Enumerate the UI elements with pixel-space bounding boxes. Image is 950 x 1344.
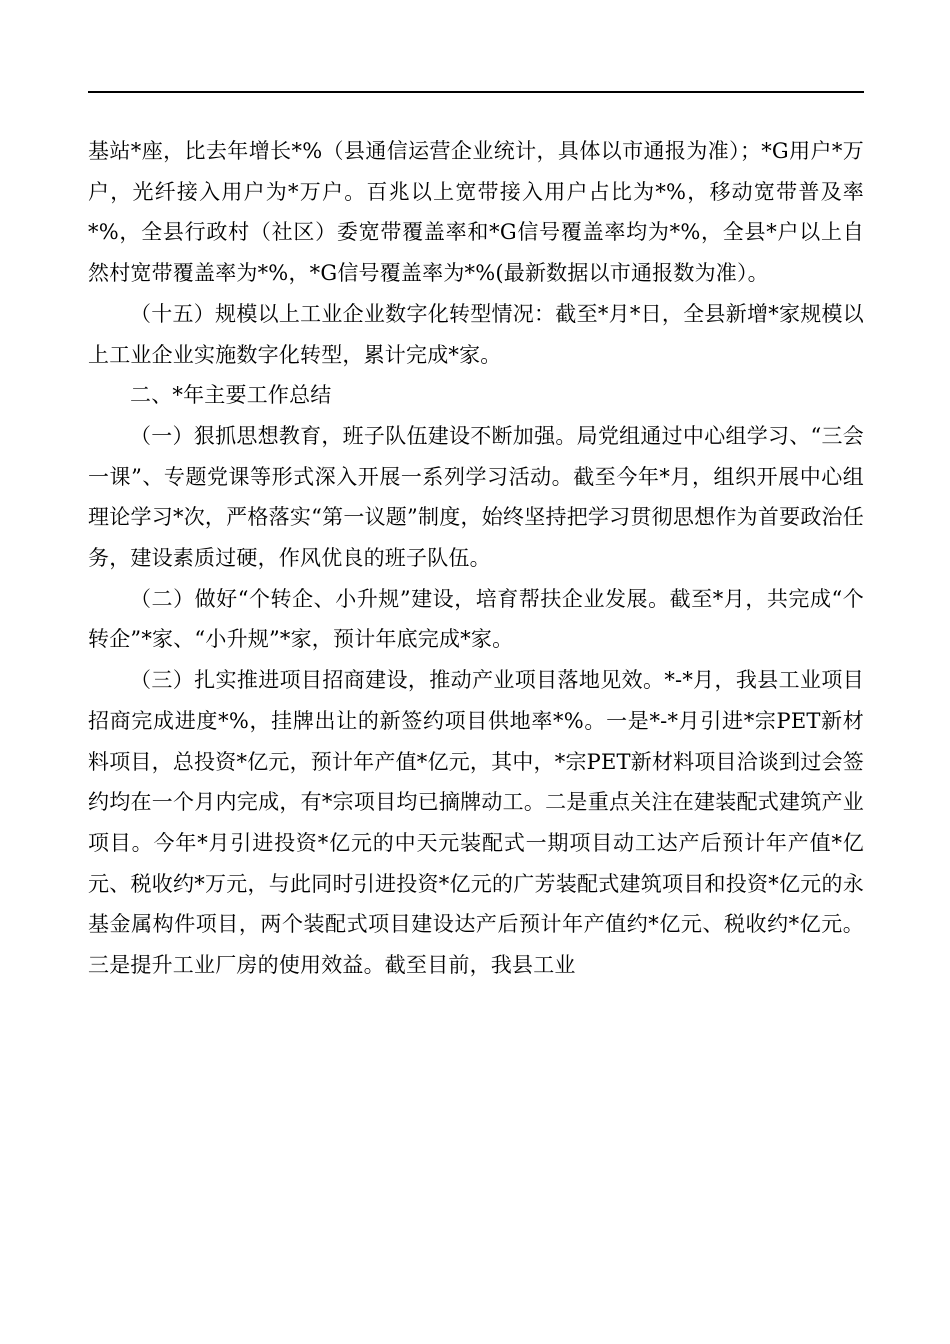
document-body: [88, 131, 864, 986]
paragraph-digital-transformation: （十五）规模以上工业企业数字化转型情况：截至*月*日，全县新增*家规模以上工业企业实施数字化转型，累计完成*家。: [88, 301, 864, 367]
section-heading-work-summary: 二、*年主要工作总结: [130, 383, 332, 408]
paragraph-continued-statistics: 基站*座，比去年增长*%（县通信运营企业统计，具体以市通报为准）；*G用户*万户，光纤接入用户为*万户。百兆以上宽带接入用户占比为*%，移动宽带普及率*%，全县行政村（社区）委宽带覆盖率和*G信号覆盖率均为*%，全县*户以上自然村宽带覆盖率为*%，*G信号覆盖率为*%(最新数据以市通报数为准）。: [88, 139, 864, 286]
header-rule: [88, 91, 864, 93]
paragraph-project-investment: （三）扎实推进项目招商建设，推动产业项目落地见效。*-*月，我县工业项目招商完成进度*%，挂牌出让的新签约项目供地率*%。一是*-*月引进*宗PET新材料项目，总投资*亿元，预计年产值*亿元，其中，*宗PET新材料项目洽谈到过会签约均在一个月内完成，有*宗项目均已摘牌动工。二是重点关注在建装配式建筑产业项目。今年*月引进投资*亿元的中天元装配式一期项目动工达产后预计年产值*亿元、税收约*万元，与此同时引进投资*亿元的广芳装配式建筑项目和投资*亿元的永基金属构件项目，两个装配式项目建设达产后预计年产值约*亿元、税收约*亿元。三是提升工业厂房的使用效益。截至目前，我县工业: [88, 668, 864, 978]
paragraph-ideological-education: （一）狠抓思想教育，班子队伍建设不断加强。局党组通过中心组学习、“三会一课”、专题党课等形式深入开展一系列学习活动。截至今年*月，组织开展中心组理论学习*次，严格落实“第一议题”制度，始终坚持把学习贯彻思想作为首要政治任务，建设素质过硬，作风优良的班子队伍。: [88, 423, 864, 571]
paragraph-enterprise-upgrade: （二）做好“个转企、小升规”建设，培育帮扶企业发展。截至*月，共完成“个转企”*家、“小升规”*家，预计年底完成*家。: [88, 586, 864, 652]
